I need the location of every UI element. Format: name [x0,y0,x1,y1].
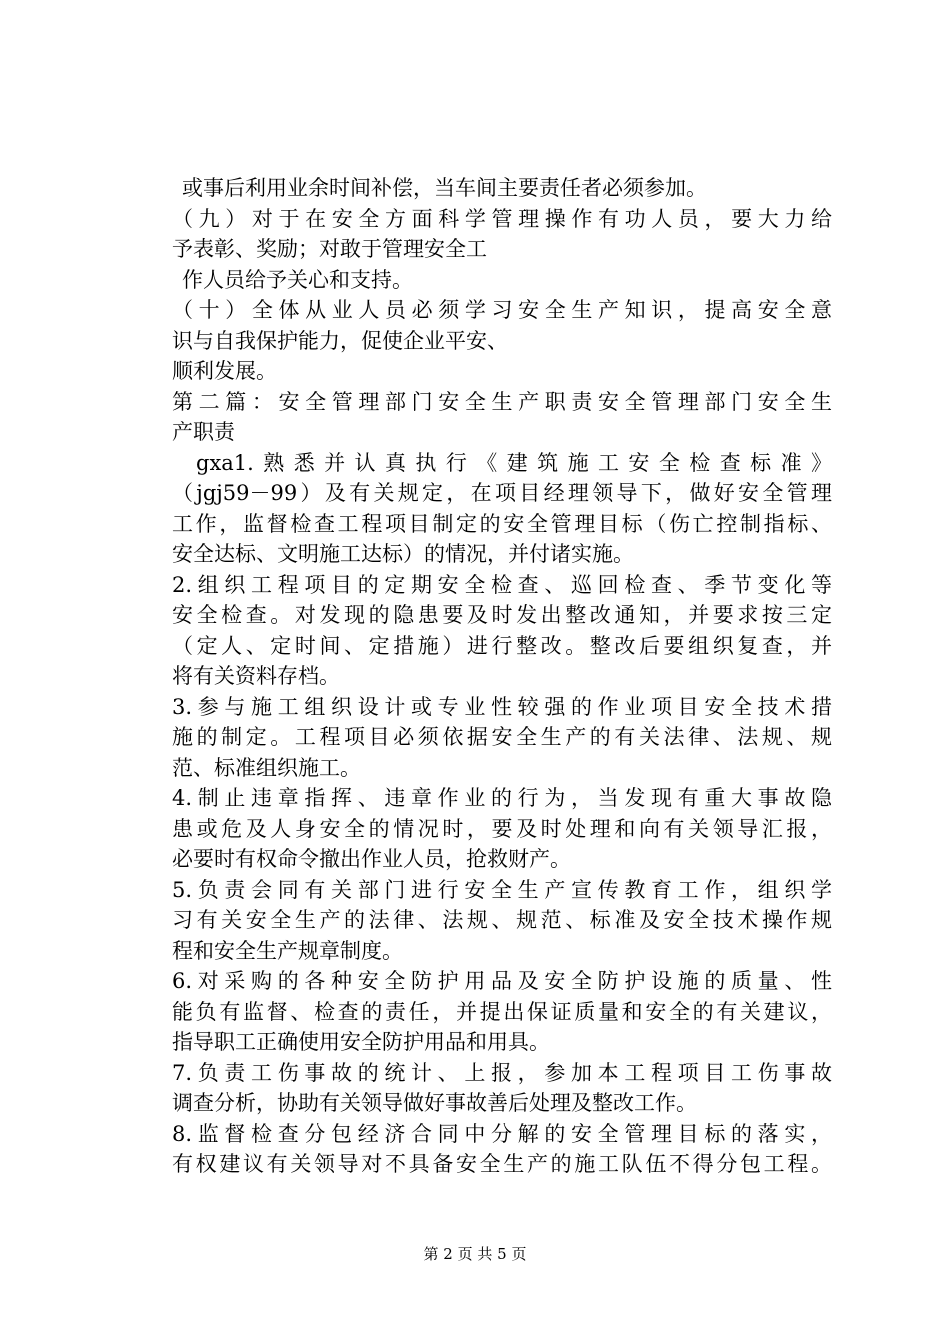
text-line: 7.负责工伤事故的统计、上报，参加本工程项目工伤事故 [172,1060,832,1085]
text-line: 习有关安全生产的法律、法规、规范、标准及安全技术操作规 [172,908,832,932]
text-line: （jgj59－99）及有关规定，在项目经理领导下，做好安全管理 [172,481,832,505]
text-line: 范、标准组织施工。 [172,755,361,780]
text-line: 3.参与施工组织设计或专业性较强的作业项目安全技术措 [172,694,832,719]
text-line: 识与自我保护能力，促使企业平安、 [172,328,508,353]
document-body [172,173,832,1180]
text-line: 8.监督检查分包经济合同中分解的安全管理目标的落实， [172,1121,832,1146]
text-line: （十）全体从业人员必须学习安全生产知识，提高安全意 [172,298,832,322]
text-line: 将有关资料存档。 [172,664,340,688]
text-line: 有权建议有关领导对不具备安全生产的施工队伍不得分包工程。 [172,1152,832,1176]
page-number-footer: 第 2 页 共 5 页 [423,1245,527,1263]
text-line: 程和安全生产规章制度。 [172,938,403,963]
text-line: 能负有监督、检查的责任，并提出保证质量和安全的有关建议， [172,999,832,1024]
text-line: 施的制定。工程项目必须依据安全生产的有关法律、法规、规 [172,725,832,749]
text-line: 作人员给予关心和支持。 [182,267,413,292]
text-line: （九）对于在安全方面科学管理操作有功人员，要大力给 [172,206,832,231]
text-line: 必要时有权命令撤出作业人员，抢救财产。 [172,847,571,871]
text-line: 工作，监督检查工程项目制定的安全管理目标（伤亡控制指标、 [172,511,832,536]
text-line: 安全达标、文明施工达标）的情况，并付诸实施。 [172,542,634,566]
text-line: gxa1.熟悉并认真执行《建筑施工安全检查标准》 [196,450,832,475]
text-line: 予表彰、奖励；对敢于管理安全工 [172,237,487,261]
text-line: 6.对采购的各种安全防护用品及安全防护设施的质量、性 [172,969,832,993]
text-line: 调查分析，协助有关领导做好事故善后处理及整改工作。 [172,1091,697,1115]
text-line: 或事后利用业余时间补偿，当车间主要责任者必须参加。 [182,176,707,200]
text-line: 顺利发展。 [172,359,277,383]
text-line: 指导职工正确使用安全防护用品和用具。 [172,1030,550,1054]
text-line: （定人、定时间、定措施）进行整改。整改后要组织复查，并 [172,633,832,658]
text-line: 5.负责会同有关部门进行安全生产宣传教育工作，组织学 [172,877,832,902]
section-heading: 第二篇：安全管理部门安全生产职责安全管理部门安全生 [172,389,832,414]
text-line: 4.制止违章指挥、违章作业的行为，当发现有重大事故隐 [172,786,832,810]
text-line: 安全检查。对发现的隐患要及时发出整改通知，并要求按三定 [172,603,832,627]
text-line: 患或危及人身安全的情况时，要及时处理和向有关领导汇报， [172,816,832,841]
section-heading: 产职责 [172,420,235,444]
text-line: 2.组织工程项目的定期安全检查、巡回检查、季节变化等 [172,572,832,597]
